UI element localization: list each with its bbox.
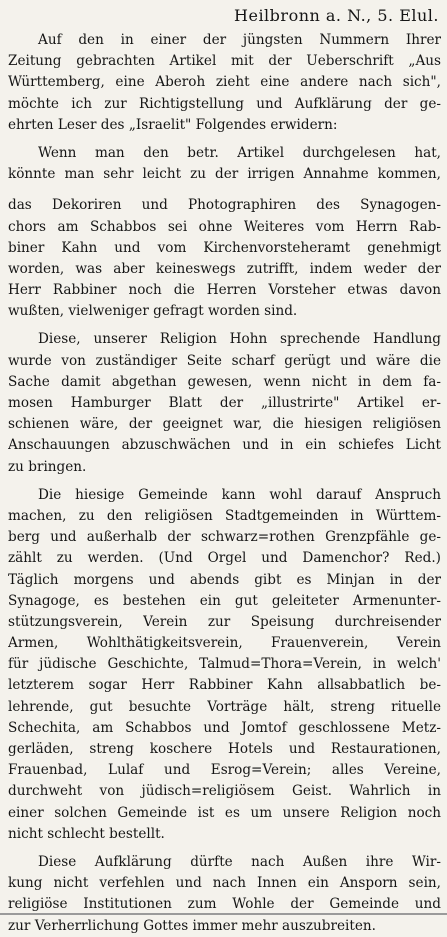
line-gap bbox=[8, 185, 441, 195]
text-line: möchte ich zur Richtigstellung und Aufklärung der ge- bbox=[8, 95, 441, 112]
text-line: nicht schlecht bestellt. bbox=[8, 825, 165, 842]
article-body bbox=[8, 30, 441, 937]
text-line: schienen wäre, der geeignet war, die hiesigen religiösen bbox=[8, 416, 441, 433]
text-line: machen, zu den religiösen Stadtgemeinden in Württem- bbox=[8, 507, 441, 524]
text-line: Armen, Wohlthätigkeitsverein, Frauenverein, Verein bbox=[8, 635, 441, 652]
text-line: Zeitung gebrachten Artikel mit der Ueberschrift „Aus bbox=[8, 53, 441, 70]
paragraph bbox=[8, 852, 441, 937]
text-line: stützungsverein, Verein zur Speisung durchreisender bbox=[8, 613, 441, 630]
text-line: biner Kahn und vom Kirchenvorsteheramt genehmigt bbox=[8, 239, 441, 256]
text-line: chors am Schabbos sei ohne Weiteres vom Herrn Rab- bbox=[8, 218, 441, 235]
dateline: Heilbronn a. N., 5. Elul. bbox=[234, 6, 439, 25]
text-line: Diese, unserer Religion Hohn sprechende Handlung bbox=[38, 331, 441, 348]
paragraph bbox=[8, 329, 441, 477]
text-line: lehrende, gut besuchte Vorträge hält, streng rituelle bbox=[8, 698, 441, 715]
text-line: gerläden, streng koschere Hotels und Restaurationen, bbox=[8, 741, 441, 757]
text-line: worden, was aber keineswegs zutrifft, indem weder der bbox=[8, 260, 441, 277]
text-line: wußten, vielweniger gefragt worden sind. bbox=[8, 303, 298, 320]
text-line: mosen Hamburger Blatt der „illustrirte" Artikel er- bbox=[8, 395, 441, 411]
paragraph bbox=[8, 143, 441, 323]
text-line: Sache damit abgethan gewesen, wenn nicht in dem fa- bbox=[8, 373, 441, 390]
text-line: berg und außerhalb der schwarz=rothen Grenzpfähle ge- bbox=[8, 529, 441, 546]
text-line: letzterem sogar Herr Rabbiner Kahn allsabbatlich be- bbox=[8, 677, 441, 694]
text-line: Diese Aufklärung dürfte nach Außen ihre Wir- bbox=[38, 853, 441, 870]
text-line: kung nicht verfehlen und nach Innen ein Ansporn sein, bbox=[8, 875, 441, 892]
text-line: religiöse Institutionen zum Wohle der Gemeinde und bbox=[8, 896, 441, 913]
text-line: Anschauungen abzuschwächen und in ein schiefes Licht bbox=[8, 437, 441, 454]
text-line: wurde von zuständiger Seite scharf gerügt und wäre die bbox=[8, 352, 441, 369]
text-line: Württemberg, eine Aberoh zieht eine andere nach sich", bbox=[8, 74, 441, 91]
text-line: Täglich morgens und abends gibt es Minjan in der bbox=[8, 571, 441, 588]
text-line: ehrten Leser des „Israelit" Folgendes erwidern: bbox=[8, 116, 338, 133]
text-line: zu bringen. bbox=[8, 458, 87, 475]
text-line: könnte man sehr leicht zu der irrigen Annahme kommen, bbox=[8, 166, 441, 183]
text-line: Schechita, am Schabbos und Jomtof geschlossene Metz- bbox=[8, 719, 441, 736]
text-line: einer solchen Gemeinde ist es um unsere Religion noch bbox=[8, 804, 441, 821]
text-line: durchweht von jüdisch=religiösem Geist. Wahrlich in bbox=[8, 783, 441, 800]
text-line: für jüdische Geschichte, Talmud=Thora=Verein, in welch' bbox=[8, 656, 441, 673]
paragraph bbox=[8, 485, 441, 845]
text-line: das Dekoriren und Photographiren des Synagogen- bbox=[8, 197, 441, 214]
text-line: zur Verherrlichung Gottes immer mehr auszubreiten. bbox=[8, 917, 376, 934]
text-line: Frauenbad, Lulaf und Esrog=Verein; alles Vereine, bbox=[8, 762, 441, 779]
text-line: Die hiesige Gemeinde kann wohl darauf Anspruch bbox=[38, 486, 441, 503]
text-line: Wenn man den betr. Artikel durchgelesen hat, bbox=[38, 144, 441, 161]
text-line: Herr Rabbiner noch die Herren Vorsteher etwas davon bbox=[8, 282, 441, 299]
text-line: zählt zu werden. (Und Orgel und Damenchor? Red.) bbox=[8, 550, 441, 567]
text-line: Synagoge, es bestehen ein gut geleiteter Armenunter- bbox=[8, 592, 441, 609]
text-line: Auf den in einer der jüngsten Nummern Ihrer bbox=[38, 32, 441, 48]
paragraph bbox=[8, 30, 441, 136]
